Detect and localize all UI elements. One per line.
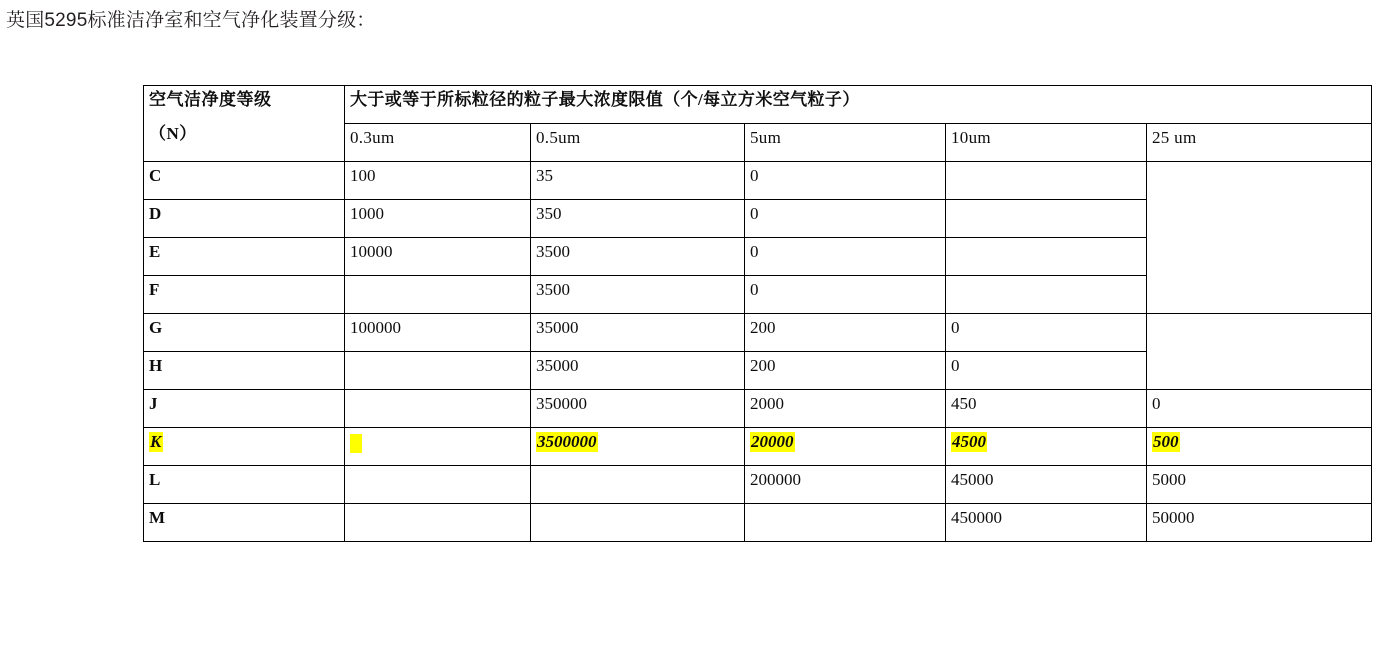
cell-value [345,390,531,428]
cell-value: 200000 [745,466,946,504]
header-cell-size-2: 5um [745,124,946,162]
cell-value: 0 [745,276,946,314]
cell-value-empty-highlight [350,434,362,453]
cell-value [946,162,1147,200]
cell-value: 2000 [745,390,946,428]
cell-value: 350 [531,200,745,238]
table-row [144,390,1372,428]
cell-grade [144,428,345,466]
cell-grade: H [144,352,345,390]
cell-value: 35000 [531,352,745,390]
cell-value [345,466,531,504]
cell-value: 350000 [531,390,745,428]
cleanroom-grade-table [143,85,1372,542]
header-cell-size-1: 0.5um [531,124,745,162]
cell-value: 0 [946,352,1147,390]
cell-value-text: 500 [1153,432,1179,451]
cell-value: 1000 [345,200,531,238]
cell-value [745,504,946,542]
header-grade-line1: 空气洁净度等级 [149,90,272,109]
cell-value-text: 4500 [952,432,986,451]
header-cell-size-3: 10um [946,124,1147,162]
cell-value-merged [1147,162,1372,314]
cell-grade: D [144,200,345,238]
cell-value [946,276,1147,314]
page-title: 英国5295标准洁净室和空气净化装置分级： [6,10,376,31]
cell-value [1147,428,1372,466]
cell-grade: C [144,162,345,200]
cell-value: 0 [745,162,946,200]
cell-value: 450 [946,390,1147,428]
table-row-highlighted [144,428,1372,466]
cell-value [946,428,1147,466]
cell-value [345,428,531,466]
cell-value: 0 [745,200,946,238]
cell-value [946,238,1147,276]
cell-grade: J [144,390,345,428]
header-cell-grade [144,86,345,162]
cell-value: 200 [745,314,946,352]
cell-value-text: 3500000 [537,432,597,451]
cell-value: 3500 [531,276,745,314]
table-row [144,466,1372,504]
cell-value [345,276,531,314]
cell-value [345,352,531,390]
cell-value [531,428,745,466]
cell-value: 0 [946,314,1147,352]
cell-grade: E [144,238,345,276]
cell-grade: G [144,314,345,352]
cell-value: 0 [1147,390,1372,428]
table-row [144,314,1372,352]
cell-value [531,504,745,542]
cell-value: 100000 [345,314,531,352]
cell-value: 100 [345,162,531,200]
cleanroom-grade-table-container [143,85,1371,542]
cell-value-text: 20000 [751,432,794,451]
table-row [144,162,1372,200]
header-cell-size-4: 25 um [1147,124,1372,162]
cell-grade: F [144,276,345,314]
header-grade-line2: （N） [149,124,197,143]
cell-value: 450000 [946,504,1147,542]
cell-value: 50000 [1147,504,1372,542]
cell-value: 0 [745,238,946,276]
cell-value: 5000 [1147,466,1372,504]
cell-value: 3500 [531,238,745,276]
cell-value [345,504,531,542]
header-cell-concentration: 大于或等于所标粒径的粒子最大浓度限值（个/每立方米空气粒子） [345,86,1372,124]
cell-value: 45000 [946,466,1147,504]
table-row [144,504,1372,542]
cell-grade: L [144,466,345,504]
cell-value [531,466,745,504]
cell-value: 200 [745,352,946,390]
cell-value: 35000 [531,314,745,352]
cell-value [745,428,946,466]
cell-value: 35 [531,162,745,200]
cell-grade-text: K [150,432,162,451]
cell-grade: M [144,504,345,542]
table-header-row-1 [144,86,1372,124]
table-body [144,86,1372,542]
cell-value-merged [1147,314,1372,390]
header-cell-size-0: 0.3um [345,124,531,162]
cell-value [946,200,1147,238]
cell-value: 10000 [345,238,531,276]
